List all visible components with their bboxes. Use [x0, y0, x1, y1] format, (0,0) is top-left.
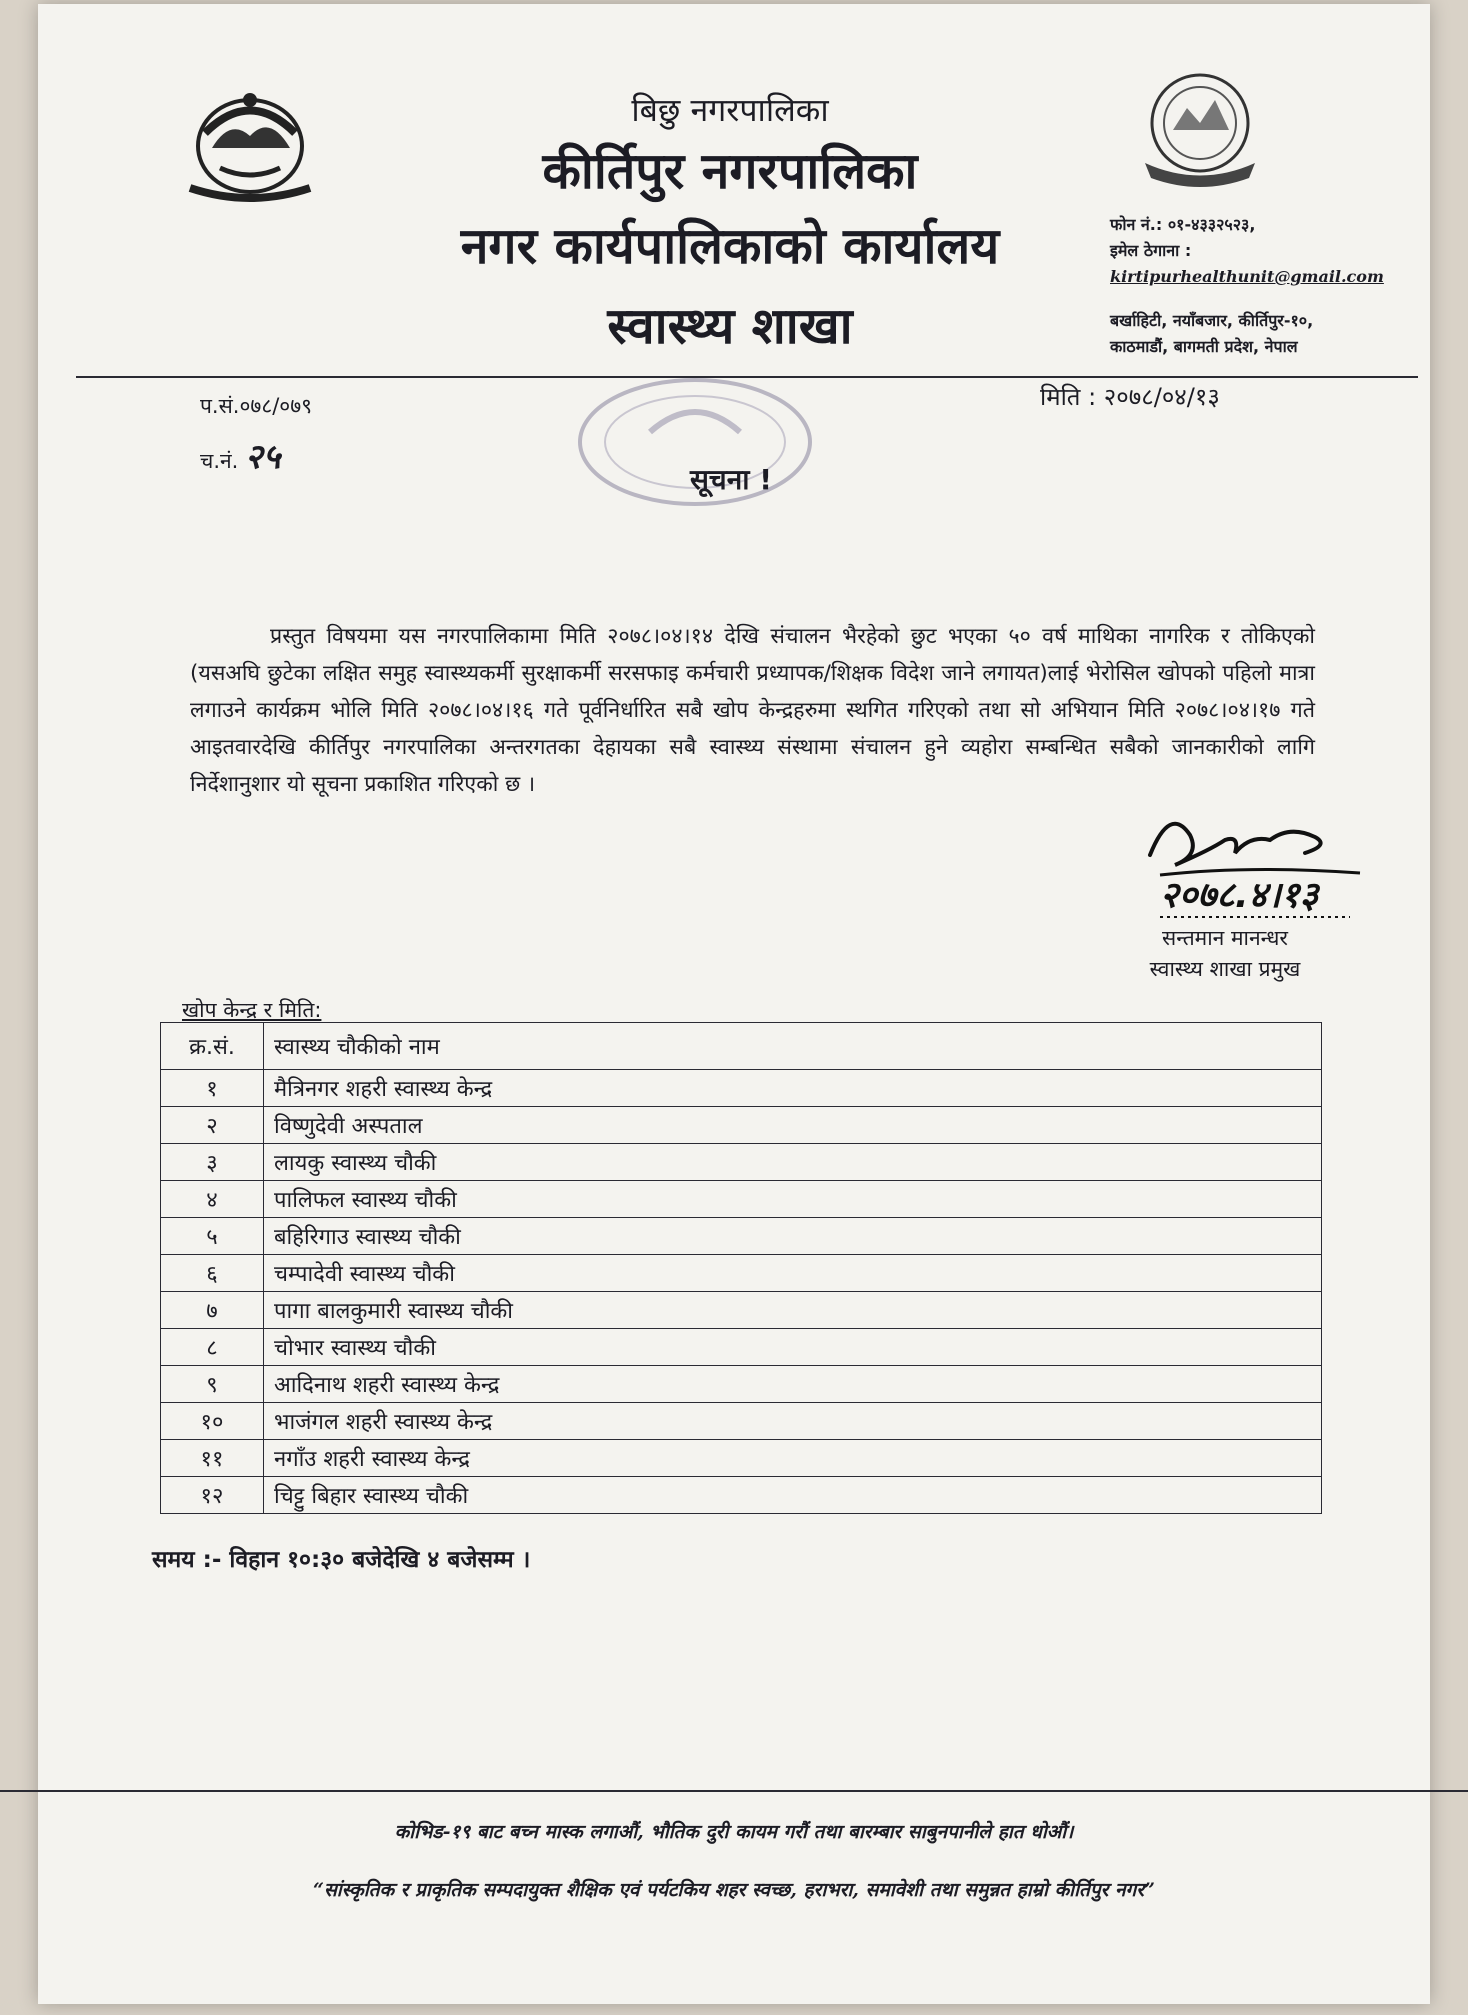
notice-body: प्रस्तुत विषयमा यस नगरपालिकामा मिति २०७८।०४।१४ देखि संचालन भैरहेको छुट भएका ५० वर्ष माथिका नागरिक र तोकिएको (यसअघि छुटेका लक्षित समुह स्वास्थ्यकर्मी सुरक्षाकर्मी सरसफाइ कर्मचारी प्रध्यापक/शिक्षक विदेश जाने लगायत)लाई भेरोसिल खोपको पहिलो मात्रा लगाउने कार्यक्रम भोलि मिति २०७८।०४।१६ गते पूर्वनिर्धारित सबै खोप केन्द्रहरुमा स्थगित गरिएको तथा सो अभियान मिति २०७८।०४।१७ गते आइतवारदेखि कीर्तिपुर नगरपालिका अन्तरगतका देहायका सबै स्वास्थ्य संस्थामा संचालन हुने व्यहोरा सम्बन्धित सबैको जानकारीको लागि निर्देशानुशार यो सूचना प्रकाशित गरिएको छ ।	[190, 624, 1315, 797]
table-row	[161, 1366, 1322, 1403]
row-serial: ५	[161, 1218, 264, 1255]
row-centre-name: लायकु स्वास्थ्य चौकी	[264, 1144, 1322, 1181]
phone-number: फोन नं.: ०१-४३३२५२३,	[1110, 215, 1256, 234]
city-slogan-footer: “सांस्कृतिक र प्राकृतिक सम्पदायुक्त शैक्षिक एवं पर्यटकिय शहर स्वच्छ, हराभरा, समावेशी तथा समुन्नत हाम्रो कीर्तिपुर नगर”	[313, 1879, 1155, 1901]
office-stamp-icon	[570, 372, 820, 522]
covid-advice-footer: कोभिड-१९ बाट बच्न मास्क लगाऔं, भौतिक दुरी कायम गरौं तथा बारम्बार साबुनपानीले हात धोऔं।	[394, 1821, 1074, 1843]
table-row	[161, 1292, 1322, 1329]
table-row	[161, 1403, 1322, 1440]
email-address: kirtipurhealthunit@gmail.com	[1110, 267, 1384, 286]
vaccination-centres-table	[160, 1022, 1322, 1514]
municipality-title: कीर्तिपुर नगरपालिका	[542, 142, 918, 200]
signer-title: स्वास्थ्य शाखा प्रमुख	[1149, 957, 1301, 981]
row-centre-name: विष्णुदेवी अस्पताल	[264, 1107, 1322, 1144]
row-centre-name: पागा बालकुमारी स्वास्थ्य चौकी	[264, 1292, 1322, 1329]
municipality-logo-icon	[1125, 68, 1275, 188]
table-row	[161, 1107, 1322, 1144]
contact-block	[1110, 212, 1420, 360]
row-centre-name: नगाँउ शहरी स्वास्थ्य केन्द्र	[264, 1440, 1322, 1477]
dispatch-number: २५	[245, 437, 281, 477]
row-serial: १२	[161, 1477, 264, 1514]
row-centre-name: मैत्रिनगर शहरी स्वास्थ्य केन्द्र	[264, 1070, 1322, 1107]
row-centre-name: चम्पादेवी स्वास्थ्य चौकी	[264, 1255, 1322, 1292]
table-row	[161, 1070, 1322, 1107]
row-serial: ३	[161, 1144, 264, 1181]
section-title: स्वास्थ्य शाखा	[607, 297, 853, 355]
table-row	[161, 1144, 1322, 1181]
row-centre-name: आदिनाथ शहरी स्वास्थ्य केन्द्र	[264, 1366, 1322, 1403]
dispatch-ref	[200, 432, 280, 478]
nepal-emblem-icon	[150, 78, 350, 208]
row-serial: ४	[161, 1181, 264, 1218]
timing-note: समय :- विहान १०:३० बजेदेखि ४ बजेसम्म ।	[152, 1547, 531, 1573]
row-serial: ८	[161, 1329, 264, 1366]
row-centre-name: पालिफल स्वास्थ्य चौकी	[264, 1181, 1322, 1218]
fiscal-year-ref: प.सं.०७८/०७९	[200, 394, 313, 418]
footer-divider	[0, 1790, 1468, 1792]
row-serial: ९	[161, 1366, 264, 1403]
row-serial: १	[161, 1070, 264, 1107]
notice-heading: सूचना !	[690, 463, 773, 496]
handwritten-signature	[1130, 795, 1390, 920]
table-row	[161, 1181, 1322, 1218]
table-row	[161, 1329, 1322, 1366]
row-serial: ११	[161, 1440, 264, 1477]
row-serial: २	[161, 1107, 264, 1144]
table-row	[161, 1477, 1322, 1514]
address-line-2: काठमाडौं, बागमती प्रदेश, नेपाल	[1110, 337, 1298, 356]
table-caption: खोप केन्द्र र मिति:	[182, 998, 322, 1022]
header-serial: क्र.सं.	[161, 1023, 264, 1070]
row-centre-name: चिट्टु बिहार स्वास्थ्य चौकी	[264, 1477, 1322, 1514]
row-serial: १०	[161, 1403, 264, 1440]
row-serial: ६	[161, 1255, 264, 1292]
row-serial: ७	[161, 1292, 264, 1329]
header-motto: बिछु नगरपालिका	[631, 91, 829, 129]
row-centre-name: भाजंगल शहरी स्वास्थ्य केन्द्र	[264, 1403, 1322, 1440]
office-title: नगर कार्यपालिकाको कार्यालय	[460, 217, 1000, 275]
address-line-1: बर्खाहिटी, नयाँबजार, कीर्तिपुर-१०,	[1110, 311, 1314, 330]
header-centre-name: स्वास्थ्य चौकीको नाम	[264, 1023, 1322, 1070]
row-centre-name: चोभार स्वास्थ्य चौकी	[264, 1329, 1322, 1366]
table-row	[161, 1218, 1322, 1255]
row-centre-name: बहिरिगाउ स्वास्थ्य चौकी	[264, 1218, 1322, 1255]
letter-date: मिति : २०७८/०४/१३	[1040, 383, 1220, 411]
signer-name: सन्तमान मानन्धर	[1162, 926, 1288, 950]
table-header-row	[161, 1023, 1322, 1070]
email-label: इमेल ठेगाना :	[1110, 241, 1192, 260]
signature-date: २०७८.४।१३	[1160, 875, 1319, 916]
table-row	[161, 1440, 1322, 1477]
table-row	[161, 1255, 1322, 1292]
dispatch-label: च.नं.	[200, 449, 239, 473]
